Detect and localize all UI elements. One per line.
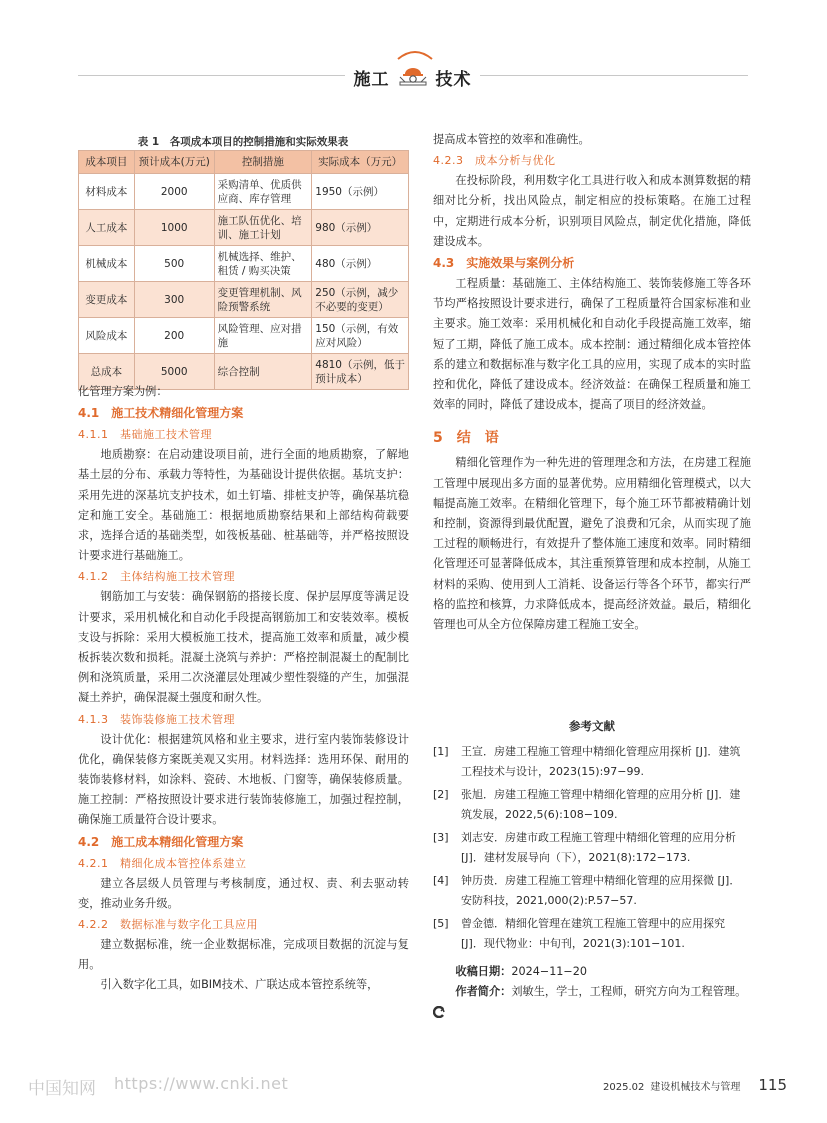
paragraph: 设计优化：根据建筑风格和业主要求，进行室内装饰装修设计优化，确保装修方案既美观又实用。材料选择：选用环保、耐用的装饰装修材料，如涂料、瓷砖、木地板、门窗等，确保装修质量。施工控制：严格按照设计要求进行装饰装修施工，加强过程控制，确保施工质量符合设计要求。 bbox=[78, 732, 409, 827]
references bbox=[433, 716, 751, 957]
reference-text: 王宣．房建工程施工管理中精细化管理应用探析 [J]．建筑工程技术与设计，2023(15):97−99. bbox=[461, 745, 741, 779]
table-cell: 150（示例，有效应对风险） bbox=[312, 318, 409, 354]
table-row bbox=[79, 210, 409, 246]
paragraph: 建立各层级人员管理与考核制度，通过权、责、利去驱动转变，推动业务升级。 bbox=[78, 876, 409, 910]
section-header bbox=[345, 60, 480, 94]
paragraph: 建立数据标准，统一企业数据标准，完成项目数据的沉淀与复用。 bbox=[78, 938, 409, 972]
author-info bbox=[433, 982, 751, 1002]
paragraph: 钢筋加工与安装：确保钢筋的搭接长度、保护层厚度等满足设计要求，采用机械化和自动化手段提高钢筋加工和安装效率。模板支设与拆除：采用大模板施工技术，提高施工效率和质量，减少模板拆装次数和损耗。混凝土浇筑与养护：严格控制混凝土的配制比例和浇筑质量，采用二次浇灌层处理减少塑性裂缝的产生，加强混凝土养护，确保混凝土强度和耐久性。 bbox=[78, 590, 409, 705]
table-cell: 材料成本 bbox=[79, 174, 135, 210]
table-cell: 4810（示例，低于预计成本） bbox=[312, 354, 409, 390]
table-cell: 980（示例） bbox=[312, 210, 409, 246]
subsection-heading-4-2-2: 4.2.2 数据标准与数字化工具应用 bbox=[78, 918, 258, 932]
section-heading-4-3: 4.3 实施效果与案例分析 bbox=[433, 256, 575, 271]
reference-text: 曾金德．精细化管理在建筑工程施工管理中的应用探究 [J]．现代物业：中旬刊，2021(3):101−101. bbox=[461, 917, 725, 951]
table-cell: 人工成本 bbox=[79, 210, 135, 246]
table-cell: 1950（示例） bbox=[312, 174, 409, 210]
issue: 2025.02 bbox=[603, 1082, 645, 1093]
paragraph: 工程质量：基础施工、主体结构施工、装饰装修施工等各环节均严格按照设计要求进行，确保了工程质量符合国家标准和业主要求。施工效率：采用机械化和自动化手段提高施工效率，缩短了工期，降低了施工成本。成本控制：通过精细化成本管控体系的建立和数据标准与数字化工具的应用，实现了成本的实时监控和优化，降低了建设成本。经济效益：在确保工程质量和施工效率的同时，降低了建设成本，提高了项目的经济效益。 bbox=[433, 277, 751, 412]
table-cell: 300 bbox=[134, 282, 214, 318]
end-mark-icon bbox=[433, 1006, 445, 1018]
subsection-heading-4-1-2: 4.1.2 主体结构施工技术管理 bbox=[78, 570, 235, 584]
table-cell: 1000 bbox=[134, 210, 214, 246]
subsection-heading-4-2-1: 4.2.1 精细化成本管控体系建立 bbox=[78, 856, 247, 870]
table-header-cell: 预计成本(万元) bbox=[134, 151, 214, 174]
reference-item bbox=[433, 785, 751, 825]
watermark bbox=[28, 1074, 288, 1099]
page-number: 115 bbox=[758, 1076, 787, 1094]
table-cell: 250（示例，减少不必要的变更） bbox=[312, 282, 409, 318]
references-title: 参考文献 bbox=[569, 719, 615, 733]
author-label: 作者简介： bbox=[455, 985, 512, 998]
received-label: 收稿日期： bbox=[455, 965, 512, 978]
header-arc-icon bbox=[395, 48, 435, 60]
cost-table bbox=[78, 150, 409, 390]
worker-icon bbox=[398, 63, 428, 91]
page-footer bbox=[603, 1076, 787, 1094]
table-header-cell: 控制措施 bbox=[214, 151, 312, 174]
left-column bbox=[78, 382, 409, 996]
table-row bbox=[79, 174, 409, 210]
subsection-heading-4-1-3: 4.1.3 装饰装修施工技术管理 bbox=[78, 712, 235, 726]
reference-text: 钟历贵．房建工程施工管理中精细化管理的应用探微 [J]．安防科技，2021,000(2):P.57−57. bbox=[461, 874, 741, 908]
watermark-text: 中国知网 bbox=[28, 1079, 96, 1099]
table-cell: 变更成本 bbox=[79, 282, 135, 318]
received-date bbox=[433, 962, 751, 982]
journal-name: 建设机械技术与管理 bbox=[650, 1082, 741, 1093]
table-cell: 480（示例） bbox=[312, 246, 409, 282]
subsection-heading-4-2-3: 4.2.3 成本分析与优化 bbox=[433, 154, 556, 168]
reference-text: 张旭．房建工程施工管理中精细化管理的应用分析 [J]．建筑发展，2022,5(6):108−109. bbox=[461, 788, 741, 822]
paragraph: 引入数字化工具，如BIM技术、广联达成本管控系统等， bbox=[100, 978, 379, 992]
reference-item bbox=[433, 742, 751, 782]
paragraph: 精细化管理作为一种先进的管理理念和方法，在房建工程施工管理中展现出多方面的显著优势。应用精细化管理模式，以大幅提高施工效率。在精细化管理下，每个施工环节都被精确计划和控制，资源得到最优配置，避免了浪费和冗余，从而实现了施工过程的顺畅进行，有效提升了整体施工速度和效率。同时精细化管理还可显著降低成本，其注重预算管理和成本控制，从施工材料的采购、使用到人工消耗、设备运行等各个环节，都实行严格的监控和核算，力求降低成本，提高经济效益。最后，精细化管理也可从全方位保障房建工程施工安全。 bbox=[433, 456, 751, 632]
table-cell: 200 bbox=[134, 318, 214, 354]
table-header-row bbox=[79, 151, 409, 174]
reference-number: [1] bbox=[433, 745, 449, 759]
table-header-cell: 实际成本（万元） bbox=[312, 151, 409, 174]
subsection-heading-4-1-1: 4.1.1 基础施工技术管理 bbox=[78, 428, 212, 442]
table-cell: 机械选择、维护、租赁 / 购买决策 bbox=[214, 246, 312, 282]
table-cell: 机械成本 bbox=[79, 246, 135, 282]
article-meta bbox=[433, 962, 751, 1002]
reference-number: [5] bbox=[433, 917, 449, 931]
table-cell: 5000 bbox=[134, 354, 214, 390]
table-cell: 2000 bbox=[134, 174, 214, 210]
table-row bbox=[79, 282, 409, 318]
table-caption: 表 1 各项成本项目的控制措施和实际效果表 bbox=[137, 136, 349, 148]
paragraph: 地质勘察：在启动建设项目前，进行全面的地质勘察，了解地基土层的分布、承载力等特性，为基础设计提供依据。基坑支护：采用先进的深基坑支护技术，如土钉墙、排桩支护等，确保基坑稳定和施工安全。基础施工：根据地质勘察结果和上部结构荷载要求，选择合适的基础类型，如筏板基础、桩基础等，并严格按照设计要求进行基础施工。 bbox=[78, 448, 409, 563]
reference-text: 刘志安．房建市政工程施工管理中精细化管理的应用分析 [J]．建材发展导向（下），2021(8):172−173. bbox=[461, 831, 736, 865]
reference-number: [4] bbox=[433, 874, 449, 888]
section-heading-4-2: 4.2 施工成本精细化管理方案 bbox=[78, 834, 244, 849]
author-value: 刘敏生，学士，工程师，研究方向为工程管理。 bbox=[511, 985, 747, 998]
reference-number: [2] bbox=[433, 788, 449, 802]
table-row bbox=[79, 246, 409, 282]
table-cell: 采购清单、优质供应商、库存管理 bbox=[214, 174, 312, 210]
paragraph: 提高成本管控的效率和准确性。 bbox=[433, 133, 590, 146]
reference-item bbox=[433, 828, 751, 868]
table-cell: 总成本 bbox=[79, 354, 135, 390]
table-cell: 500 bbox=[134, 246, 214, 282]
table-row bbox=[79, 318, 409, 354]
table-cell: 综合控制 bbox=[214, 354, 312, 390]
reference-item bbox=[433, 871, 751, 911]
section-heading-5: 5 结 语 bbox=[433, 430, 499, 447]
table-cell: 风险成本 bbox=[79, 318, 135, 354]
header-word-2: 技术 bbox=[435, 69, 472, 90]
table-cell: 风险管理、应对措施 bbox=[214, 318, 312, 354]
watermark-url: https://www.cnki.net bbox=[114, 1074, 289, 1093]
reference-item bbox=[433, 914, 751, 954]
table-header-cell: 成本项目 bbox=[79, 151, 135, 174]
table-cell: 施工队伍优化、培训、施工计划 bbox=[214, 210, 312, 246]
right-column bbox=[433, 130, 751, 635]
header-word-1: 施工 bbox=[353, 69, 390, 90]
table-cell: 变更管理机制、风险预警系统 bbox=[214, 282, 312, 318]
section-heading-4-1: 4.1 施工技术精细化管理方案 bbox=[78, 406, 244, 421]
paragraph: 化管理方案为例： bbox=[78, 385, 168, 398]
paragraph: 在投标阶段，利用数字化工具进行收入和成本测算数据的精细对比分析，找出风险点，制定相应的投标策略。在施工过程中，定期进行成本分析，识别项目风险点，制定优化措施，降低建设成本。 bbox=[433, 174, 751, 248]
reference-number: [3] bbox=[433, 831, 449, 845]
received-value: 2024−11−20 bbox=[511, 965, 588, 978]
